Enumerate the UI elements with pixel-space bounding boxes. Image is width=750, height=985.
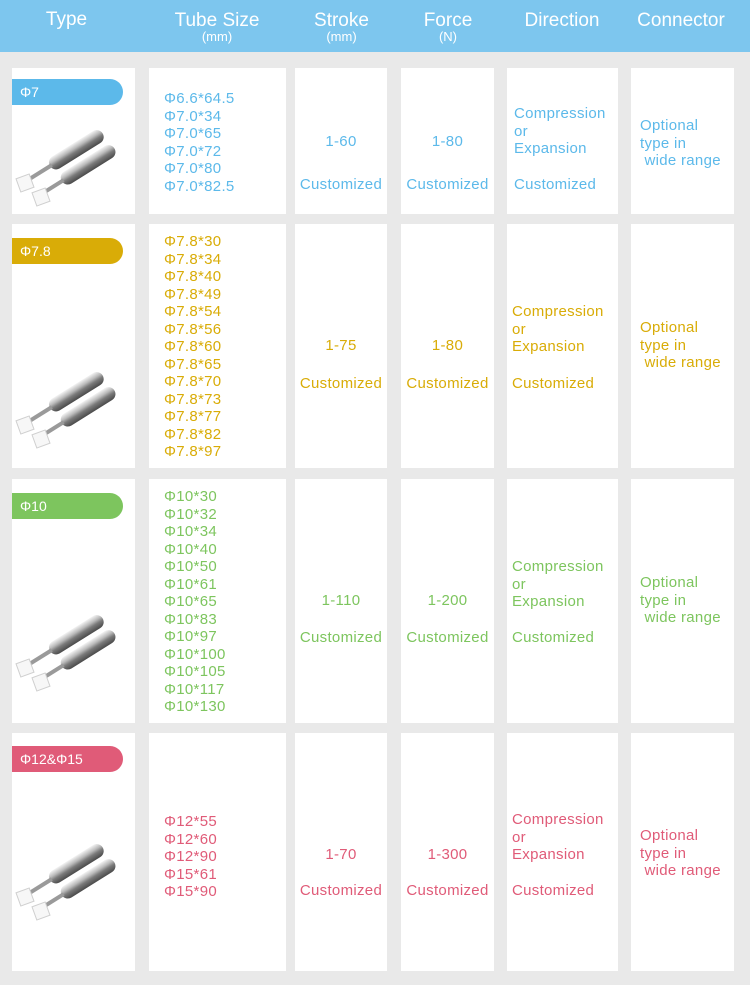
- stroke-customized: Customized: [299, 176, 383, 193]
- stroke-value: 1-60: [325, 133, 357, 150]
- stroke-value: 1-110: [321, 592, 361, 609]
- tube-size-item: Φ7.0*80: [164, 160, 222, 177]
- direction-text: [512, 558, 604, 611]
- direction-customized: Customized: [512, 375, 595, 392]
- type-badge: Φ12&Φ15: [12, 746, 123, 772]
- direction-line: or: [512, 320, 526, 338]
- direction-line: Compression: [512, 811, 604, 828]
- direction-customized: Customized: [512, 882, 595, 899]
- gas-spring-product-image: [14, 832, 126, 922]
- tube-size-item: Φ10*130: [164, 698, 226, 715]
- direction-customized: Customized: [514, 176, 597, 193]
- tube-size-item: Φ7.8*65: [164, 355, 222, 373]
- direction-text: [514, 105, 606, 158]
- header-force: Force (N): [423, 10, 473, 44]
- connector-line: type in: [640, 336, 687, 354]
- type-badge: Φ10: [12, 493, 123, 519]
- tube-size-item: Φ10*105: [164, 663, 226, 680]
- stroke-customized: Customized: [299, 629, 383, 646]
- header-stroke: Stroke (mm): [314, 10, 369, 44]
- tube-size-item: Φ10*40: [164, 540, 217, 558]
- direction-line: Expansion: [512, 593, 585, 610]
- direction-line: Compression: [512, 303, 604, 320]
- tube-size-item: Φ12*60: [164, 830, 217, 848]
- tube-size-list: [164, 813, 217, 901]
- tube-size-item: Φ12*90: [164, 848, 217, 865]
- connector-line: type in: [640, 134, 687, 152]
- tube-size-item: Φ7.8*97: [164, 443, 222, 460]
- direction-text: [512, 811, 604, 864]
- tube-size-item: Φ7.8*82: [164, 425, 222, 443]
- direction-line: Expansion: [514, 140, 587, 157]
- tube-size-item: Φ10*50: [164, 558, 217, 575]
- gas-spring-product-image: [14, 603, 126, 693]
- connector-line: type in: [640, 591, 687, 609]
- force-customized: Customized: [406, 375, 489, 392]
- tube-size-item: Φ15*61: [164, 865, 217, 883]
- connector-text: [640, 574, 721, 627]
- direction-line: or: [512, 828, 526, 846]
- direction-customized: Customized: [512, 629, 595, 646]
- connector-line: Optional: [640, 827, 699, 844]
- direction-text: [512, 303, 604, 356]
- direction-line: or: [514, 122, 528, 140]
- tube-size-item: Φ7.8*54: [164, 303, 222, 320]
- type-badge: Φ7.8: [12, 238, 123, 264]
- direction-line: Expansion: [512, 846, 585, 863]
- connector-line: wide range: [640, 862, 721, 879]
- tube-size-item: Φ7.0*82.5: [164, 177, 235, 195]
- tube-size-item: Φ10*83: [164, 610, 217, 628]
- connector-line: wide range: [640, 609, 721, 626]
- connector-text: [640, 827, 721, 880]
- connector-line: Optional: [640, 117, 699, 134]
- gas-spring-product-image: [14, 118, 126, 208]
- stroke-customized: Customized: [299, 375, 383, 392]
- header-tube-size: Tube Size (mm): [174, 10, 260, 44]
- tube-size-list: [164, 233, 221, 461]
- tube-size-item: Φ12*55: [164, 813, 217, 830]
- direction-line: Compression: [512, 558, 604, 575]
- tube-size-item: Φ7.8*34: [164, 250, 222, 268]
- tube-size-item: Φ7.8*56: [164, 320, 222, 338]
- tube-size-item: Φ7.8*70: [164, 373, 222, 390]
- force-value: 1-300: [427, 846, 468, 863]
- type-badge: Φ7: [12, 79, 123, 105]
- stroke-customized: Customized: [299, 882, 383, 899]
- connector-line: wide range: [640, 152, 721, 169]
- force-customized: Customized: [406, 629, 489, 646]
- tube-size-item: Φ7.8*60: [164, 338, 222, 355]
- table-header: [0, 0, 750, 52]
- direction-line: Expansion: [512, 338, 585, 355]
- tube-size-item: Φ7.8*49: [164, 285, 222, 303]
- force-value: 1-80: [431, 337, 464, 354]
- tube-size-item: Φ7.0*65: [164, 125, 222, 142]
- force-customized: Customized: [406, 882, 489, 899]
- header-type: Type: [45, 9, 88, 30]
- tube-size-item: Φ10*100: [164, 645, 226, 663]
- connector-line: wide range: [640, 354, 721, 371]
- tube-size-item: Φ10*117: [164, 680, 225, 698]
- gas-spring-product-image: [14, 360, 126, 450]
- tube-size-item: Φ7.0*34: [164, 107, 222, 125]
- tube-size-item: Φ10*97: [164, 628, 217, 645]
- tube-size-item: Φ15*90: [164, 883, 217, 900]
- tube-size-item: Φ7.8*30: [164, 233, 222, 250]
- connector-line: type in: [640, 844, 687, 862]
- tube-size-item: Φ7.0*72: [164, 142, 222, 160]
- header-direction: Direction: [524, 10, 600, 31]
- connector-text: [640, 319, 721, 372]
- tube-size-item: Φ6.6*64.5: [164, 90, 235, 107]
- direction-line: or: [512, 575, 526, 593]
- tube-size-item: Φ10*34: [164, 523, 217, 540]
- connector-text: [640, 117, 721, 170]
- connector-line: Optional: [640, 319, 699, 336]
- direction-line: Compression: [514, 105, 606, 122]
- tube-size-item: Φ7.8*40: [164, 268, 222, 285]
- stroke-value: 1-70: [325, 846, 357, 863]
- tube-size-item: Φ10*65: [164, 593, 217, 610]
- tube-size-list: [164, 90, 235, 195]
- force-customized: Customized: [406, 176, 489, 193]
- stroke-value: 1-75: [325, 337, 357, 354]
- tube-size-item: Φ10*32: [164, 505, 217, 523]
- force-value: 1-80: [431, 133, 464, 150]
- force-value: 1-200: [427, 592, 468, 609]
- tube-size-item: Φ10*61: [164, 575, 217, 593]
- tube-size-item: Φ7.8*73: [164, 390, 222, 408]
- connector-line: Optional: [640, 574, 699, 591]
- tube-size-list: [164, 488, 226, 716]
- header-connector: Connector: [637, 10, 725, 31]
- tube-size-item: Φ7.8*77: [164, 408, 222, 425]
- tube-size-item: Φ10*30: [164, 488, 217, 505]
